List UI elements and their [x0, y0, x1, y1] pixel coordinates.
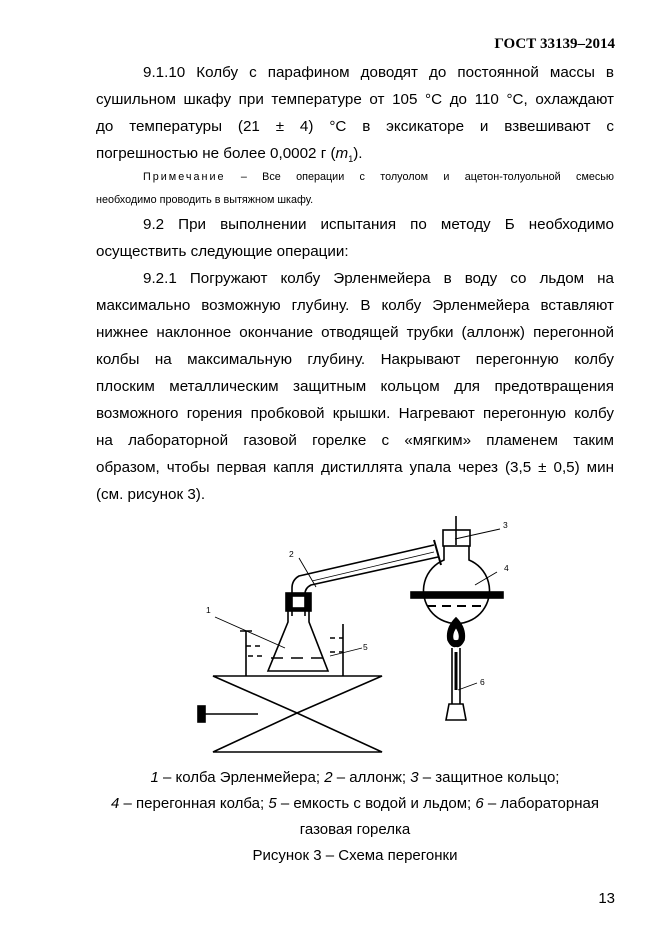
caption-number: 4	[111, 795, 120, 812]
page-number: 13	[598, 890, 615, 907]
caption-text: – емкость с водой и льдом;	[276, 795, 476, 812]
caption-number: 5	[268, 795, 277, 812]
text-line: колбы на максимальную глубину. Накрывают перегонную колбу	[96, 351, 614, 368]
caption-text: – перегонная колба;	[119, 795, 269, 812]
text-line: максимально возможную глубину. В колбу Эрленмейера вставляют	[96, 297, 614, 314]
caption-text: – колба Эрленмейера;	[158, 769, 325, 786]
label-5: 5	[363, 642, 368, 652]
text-line: на лабораторной газовой горелке с «мягким» пламенем таким	[96, 432, 614, 449]
caption-text: – аллонж;	[332, 769, 411, 786]
caption-text: – лабораторная	[483, 795, 599, 812]
note-line: необходимо проводить в вытяжном шкафу.	[96, 194, 314, 206]
distillation-flask	[424, 545, 490, 624]
mass-subscript: 1	[348, 154, 354, 165]
text-line: 9.2.1 Погружают колбу Эрленмейера в воду со льдом на	[143, 270, 614, 287]
label-6: 6	[480, 677, 485, 687]
note-text: – Все операции с толуолом и ацетон-толуольной смесью	[225, 171, 614, 183]
text-line: возможного горения пробковой крышки. Нагревают перегонную колбу	[96, 405, 614, 422]
text-line: нижнее наклонное окончание отводящей трубки (аллонж) перегонной	[96, 324, 614, 341]
label-2: 2	[289, 549, 294, 559]
caption-line	[60, 791, 650, 817]
mass-symbol: m	[335, 145, 349, 162]
stand-top-triangle	[213, 676, 382, 713]
caption-line	[60, 765, 650, 791]
text-line: осуществить следующие операции:	[96, 243, 349, 260]
text-line: (см. рисунок 3).	[96, 486, 206, 503]
caption-text: – защитное кольцо;	[418, 769, 560, 786]
text-fragment: ).	[353, 145, 363, 162]
stand-bottom-triangle	[213, 713, 382, 752]
text-line: образом, чтобы первая капля дистиллята упала через (3,5 ± 0,5) мин	[96, 459, 614, 476]
protective-ring	[411, 592, 503, 598]
stand-handle-knob	[198, 706, 205, 722]
erlenmeyer-flask	[268, 603, 328, 671]
caption-number: 1	[150, 769, 159, 786]
text-line: до температуры (21 ± 4) °С в эксикаторе и взвешивают с	[96, 118, 614, 135]
figure-caption	[60, 765, 650, 869]
text-line: плоским металлическим защитным кольцом для предотвращения	[96, 378, 614, 395]
caption-number: 3	[410, 769, 419, 786]
label-1: 1	[206, 605, 211, 615]
text-line: 9.2 При выполнении испытания по методу Б необходимо	[143, 216, 614, 233]
document-header: ГОСТ 33139–2014	[494, 36, 615, 52]
label-3: 3	[503, 520, 508, 530]
caption-line: газовая горелка	[299, 821, 411, 838]
text-line: сушильном шкафу при температуре от 105 °С до 110 °С, охлаждают	[96, 91, 614, 108]
caption-number: 6	[475, 795, 484, 812]
label-4: 4	[504, 563, 509, 573]
caption-number: 2	[324, 769, 333, 786]
figure-title: Рисунок 3 – Схема перегонки	[252, 847, 458, 864]
note-label: Примечание	[143, 171, 226, 183]
text-fragment: погрешностью не более 0,0002 г (	[96, 145, 336, 162]
text-line: 9.1.10 Колбу с парафином доводят до постоянной массы в	[143, 64, 614, 81]
